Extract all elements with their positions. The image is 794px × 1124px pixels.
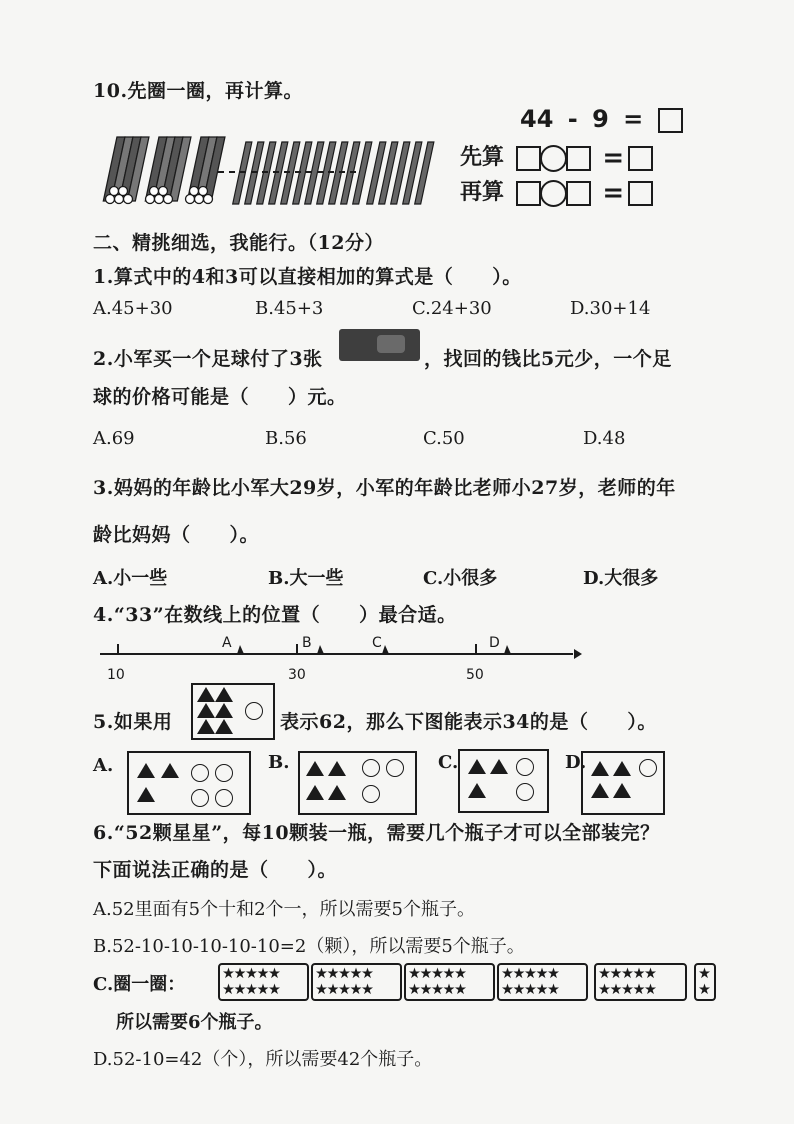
step1-op-circle[interactable] xyxy=(540,145,567,172)
star-group-text: ★★★★★ ★★★★★ xyxy=(501,966,559,998)
step2-equals: = xyxy=(602,178,625,208)
q5-option-b-box[interactable] xyxy=(298,751,417,815)
triangle-icon xyxy=(306,761,324,776)
tick-label-10: 10 xyxy=(107,667,125,683)
eq-op: - xyxy=(567,105,578,133)
point-c-marker xyxy=(382,645,389,654)
point-a-marker xyxy=(237,645,244,654)
point-a-label: A xyxy=(222,635,232,651)
eq-left: 44 xyxy=(520,105,554,133)
tick-label-50: 50 xyxy=(466,667,484,683)
sticks-illustration xyxy=(100,132,445,212)
step1-row xyxy=(460,140,653,173)
triangle-icon xyxy=(197,687,215,702)
q2-text-c: 球的价格可能是（ ）元。 xyxy=(93,386,347,408)
q2-option-d[interactable]: D.48 xyxy=(583,428,626,449)
q2-text-b: ，找回的钱比5元少，一个足 xyxy=(424,348,672,370)
q2-text-a: 2.小军买一个足球付了3张 xyxy=(93,348,323,370)
circle-icon xyxy=(191,764,209,782)
q3-text-b: 龄比妈妈（ ）。 xyxy=(93,524,260,546)
bundle-3 xyxy=(186,137,225,204)
circle-icon xyxy=(362,759,380,777)
circle-icon xyxy=(639,759,657,777)
star-group-4 xyxy=(497,963,588,1001)
circle-icon xyxy=(362,785,380,803)
section2-heading: 二、精挑细选，我能行。（12分） xyxy=(93,232,384,254)
point-b-label: B xyxy=(302,635,312,651)
star-group-6 xyxy=(694,963,716,1001)
star-rest-text: ★ ★ xyxy=(698,966,710,998)
triangle-icon xyxy=(215,719,233,734)
q1-option-b[interactable]: B.45+3 xyxy=(255,298,324,319)
triangle-icon xyxy=(197,703,215,718)
q2-option-a[interactable]: A.69 xyxy=(93,428,135,449)
star-group-2 xyxy=(311,963,402,1001)
q6-option-c-label[interactable]: C.圈一圈： xyxy=(93,974,186,995)
step2-op-circle[interactable] xyxy=(540,180,567,207)
q6-option-a[interactable]: A.52里面有5个十和2个一，所以需要5个瓶子。 xyxy=(93,899,475,920)
star-group-5 xyxy=(594,963,687,1001)
star-group-3 xyxy=(404,963,495,1001)
q1-text: 1.算式中的4和3可以直接相加的算式是（ ）。 xyxy=(93,266,522,288)
star-group-text: ★★★★★ ★★★★★ xyxy=(222,966,280,998)
q3-option-c[interactable]: C.小很多 xyxy=(423,568,498,589)
q1-option-c[interactable]: C.24+30 xyxy=(412,298,492,319)
equation-44-9 xyxy=(520,105,683,133)
q5-option-a-box[interactable] xyxy=(127,751,251,815)
q5-text-a: 5.如果用 xyxy=(93,711,173,733)
number-line xyxy=(98,638,588,668)
circle-icon xyxy=(516,783,534,801)
q6-text-a: 6.“52颗星星”，每10颗装一瓶，需要几个瓶子才可以全部装完？ xyxy=(93,822,660,844)
triangle-icon xyxy=(613,783,631,798)
step2-box-b[interactable] xyxy=(566,181,591,206)
q5-option-a-label[interactable]: A. xyxy=(93,755,114,776)
q2-option-b[interactable]: B.56 xyxy=(265,428,307,449)
q6-option-d[interactable]: D.52-10=42（个），所以需要42个瓶子。 xyxy=(93,1049,433,1070)
step1-result-box[interactable] xyxy=(628,146,653,171)
q3-option-a[interactable]: A.小一些 xyxy=(93,568,168,589)
step1-equals: = xyxy=(602,143,625,173)
star-group-text: ★★★★★ ★★★★★ xyxy=(408,966,466,998)
star-group-1 xyxy=(218,963,309,1001)
q3-option-d[interactable]: D.大很多 xyxy=(583,568,659,589)
triangle-icon xyxy=(306,785,324,800)
q5-option-c-label[interactable]: C. xyxy=(438,752,459,773)
circle-icon xyxy=(386,759,404,777)
circle-icon xyxy=(215,764,233,782)
answer-box[interactable] xyxy=(658,108,683,133)
step2-label: 再算 xyxy=(460,179,505,205)
q2-option-c[interactable]: C.50 xyxy=(423,428,465,449)
triangle-icon xyxy=(591,761,609,776)
triangle-icon xyxy=(613,761,631,776)
bundle-2 xyxy=(145,137,191,204)
q5-option-b-label[interactable]: B. xyxy=(268,752,290,773)
circle-icon xyxy=(215,789,233,807)
star-group-text: ★★★★★ ★★★★★ xyxy=(598,966,656,998)
step2-row xyxy=(460,175,653,208)
triangle-icon xyxy=(161,763,179,778)
triangle-icon xyxy=(468,759,486,774)
circle-icon xyxy=(191,789,209,807)
eq-right: 9 xyxy=(592,105,609,133)
star-group-text: ★★★★★ ★★★★★ xyxy=(315,966,373,998)
step2-result-box[interactable] xyxy=(628,181,653,206)
bundle-1 xyxy=(103,137,149,204)
q6-option-b[interactable]: B.52-10-10-10-10-10=2（颗），所以需要5个瓶子。 xyxy=(93,936,525,957)
tick-label-30: 30 xyxy=(288,667,306,683)
triangle-icon xyxy=(591,783,609,798)
q6-text-b: 下面说法正确的是（ ）。 xyxy=(93,859,338,881)
triangle-icon xyxy=(328,761,346,776)
banknote-image xyxy=(339,329,420,361)
point-d-marker xyxy=(504,645,511,654)
circle-icon xyxy=(245,702,263,720)
q5-option-c-box[interactable] xyxy=(458,749,549,813)
step2-box-a[interactable] xyxy=(516,181,541,206)
triangle-icon xyxy=(468,783,486,798)
q5-option-d-label[interactable]: D. xyxy=(565,752,587,773)
q6-option-c-result: 所以需要6个瓶子。 xyxy=(116,1012,273,1033)
q3-text-a: 3.妈妈的年龄比小军大29岁，小军的年龄比老师小27岁，老师的年 xyxy=(93,477,676,499)
triangle-icon xyxy=(137,787,155,802)
circle-icon xyxy=(516,758,534,776)
triangle-icon xyxy=(137,763,155,778)
point-c-label: C xyxy=(372,635,382,651)
triangle-icon xyxy=(215,687,233,702)
q5-text-b: 表示62，那么下图能表示34的是（ ）。 xyxy=(280,711,657,733)
eq-equals: = xyxy=(623,105,644,133)
q1-option-a[interactable]: A.45+30 xyxy=(93,298,173,319)
q3-option-b[interactable]: B.大一些 xyxy=(268,568,344,589)
step1-box-a[interactable] xyxy=(516,146,541,171)
step1-label: 先算 xyxy=(460,144,505,170)
triangle-icon xyxy=(328,785,346,800)
q10-heading: 10.先圈一圈，再计算。 xyxy=(93,80,304,102)
point-b-marker xyxy=(317,645,324,654)
triangle-icon xyxy=(490,759,508,774)
q5-key-box xyxy=(191,683,275,740)
point-d-label: D xyxy=(489,635,500,651)
triangle-icon xyxy=(215,703,233,718)
q5-option-d-box[interactable] xyxy=(581,751,665,815)
step1-box-b[interactable] xyxy=(566,146,591,171)
q1-option-d[interactable]: D.30+14 xyxy=(570,298,651,319)
triangle-icon xyxy=(197,719,215,734)
q4-text: 4.“33”在数线上的位置（ ）最合适。 xyxy=(93,604,457,626)
